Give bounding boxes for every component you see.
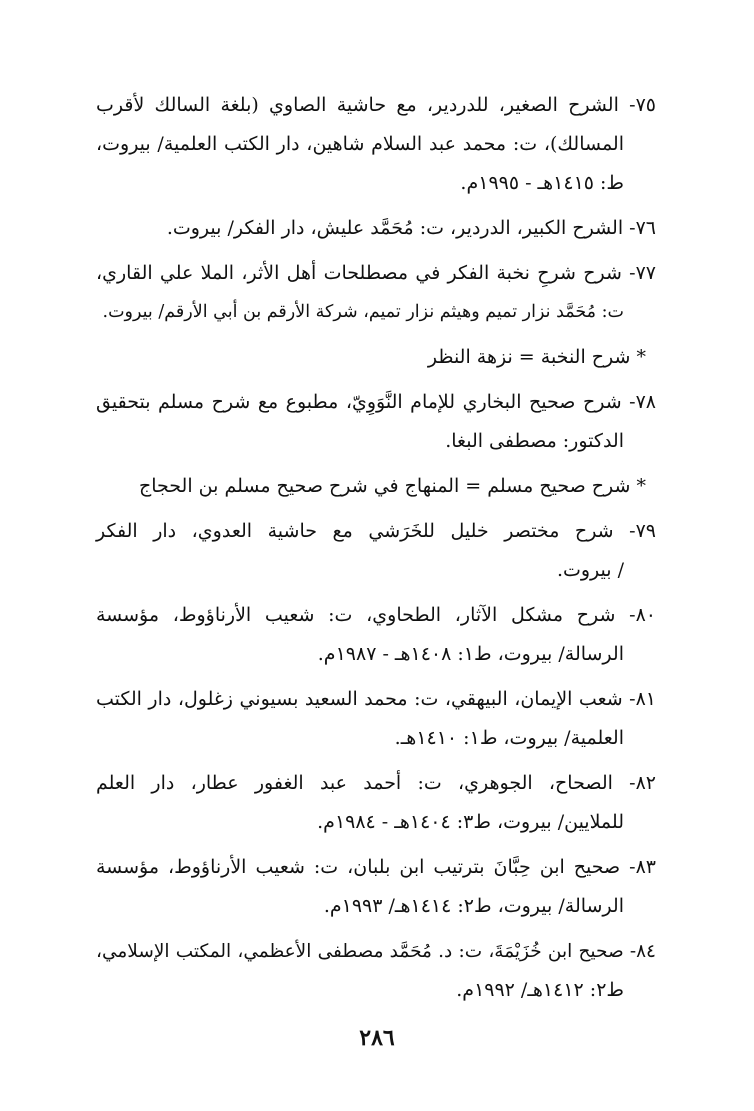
- entry-line: ٧٦- الشرح الكبير، الدردير، ت: مُحَمَّد عليش، دار الفكر/ بيروت.: [166, 217, 656, 239]
- bibliography-entry-79: [96, 512, 656, 590]
- entry-line: ٧٥- الشرح الصغير، للدردير، مع حاشية الصاوي (بلغة السالك لأقرب: [96, 94, 656, 116]
- entry-line: ٨٤- صحيح ابن خُزَيْمَةَ، ت: د. مُحَمَّد مصطفى الأعظمي، المكتب الإسلامي،: [96, 941, 656, 962]
- entry-line: للملايين/ بيروت، ط٣: ١٤٠٤هـ - ١٩٨٤م.: [317, 811, 624, 833]
- entry-line: ٧٧- شرح شرحِ نخبة الفكر في مصطلحات أهل الأثر، الملا علي القاري،: [96, 262, 656, 284]
- bibliography-list: [96, 86, 656, 1016]
- bibliography-entry-76: [96, 209, 656, 248]
- cross-reference-note: [96, 467, 656, 506]
- entry-line: ٧٩- شرح مختصر خليل للخَرَشي مع حاشية العدوي، دار الفكر: [96, 520, 656, 542]
- entry-line: * شرح النخبة = نزهة النظر: [427, 346, 646, 368]
- entry-line: العلمية/ بيروت، ط١: ١٤١٠هـ.: [394, 727, 624, 749]
- bibliography-entry-75: [96, 86, 656, 203]
- entry-line: ٨٢- الصحاح، الجوهري، ت: أحمد عبد الغفور عطار، دار العلم: [96, 772, 656, 794]
- bibliography-entry-82: [96, 764, 656, 842]
- entry-line: ٨٠- شرح مشكل الآثار، الطحاوي، ت: شعيب الأرناؤوط، مؤسسة: [96, 604, 656, 626]
- bibliography-entry-81: [96, 680, 656, 758]
- bibliography-entry-78: [96, 383, 656, 461]
- cross-reference-note: [96, 338, 656, 377]
- entry-line: ط: ١٤١٥هـ - ١٩٩٥م.: [460, 172, 624, 194]
- entry-line: ٨١- شعب الإيمان، البيهقي، ت: محمد السعيد بسيوني زغلول، دار الكتب: [96, 688, 656, 710]
- entry-line: المسالك)، ت: محمد عبد السلام شاهين، دار الكتب العلمية/ بيروت،: [96, 133, 624, 155]
- entry-line: ت: مُحَمَّد نزار تميم وهيثم نزار تميم، شركة الأرقم بن أبي الأرقم/ بيروت.: [102, 302, 624, 322]
- entry-line: / بيروت.: [556, 559, 624, 581]
- entry-line: ط٢: ١٤١٢هـ/ ١٩٩٢م.: [456, 979, 624, 1001]
- entry-line: الرسالة/ بيروت، ط٢: ١٤١٤هـ/ ١٩٩٣م.: [323, 895, 624, 917]
- entry-line: الدكتور: مصطفى البغا.: [445, 430, 624, 452]
- bibliography-entry-77: [96, 254, 656, 332]
- page-number: ٢٨٦: [359, 1025, 395, 1051]
- bibliography-entry-80: [96, 596, 656, 674]
- entry-line: * شرح صحيح مسلم = المنهاج في شرح صحيح مسلم بن الحجاج: [138, 475, 646, 497]
- entry-line: ٧٨- شرح صحيح البخاري للإمام النَّوَوِيّ، مطبوع مع شرح مسلم بتحقيق: [96, 391, 656, 413]
- entry-line: ٨٣- صحيح ابن حِبَّانَ بترتيب ابن بلبان، ت: شعيب الأرناؤوط، مؤسسة: [96, 856, 656, 878]
- bibliography-entry-83: [96, 848, 656, 926]
- entry-line: الرسالة/ بيروت، ط١: ١٤٠٨هـ - ١٩٨٧م.: [317, 643, 624, 665]
- bibliography-entry-84: [96, 932, 656, 1010]
